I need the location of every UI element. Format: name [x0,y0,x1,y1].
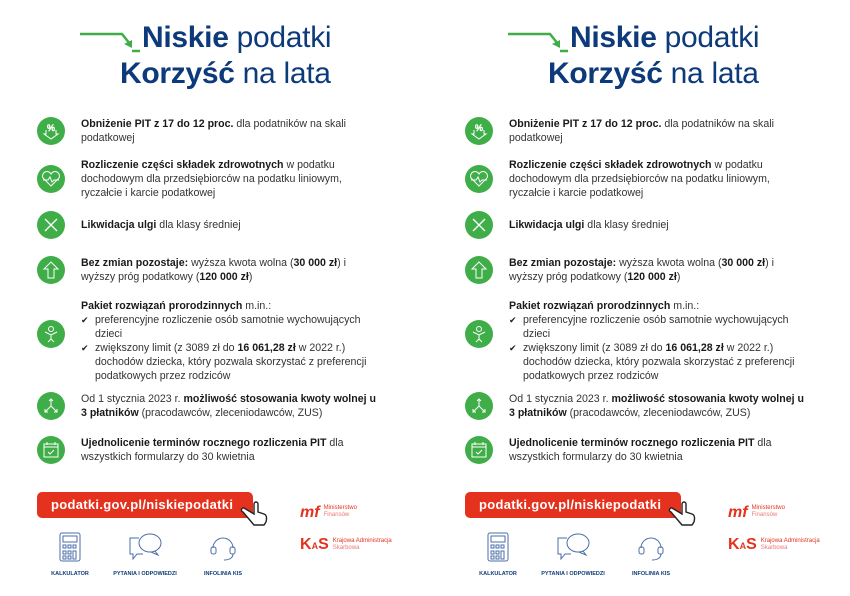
item-bold: Obniżenie PIT z 17 do 12 proc. [81,118,234,130]
headset-icon [636,532,666,562]
kas-logo [728,535,820,553]
item-text: m.in.: [242,300,272,312]
item-text: (pracodawców, zleceniodawców, ZUS) [566,407,751,419]
item-text: wyższa kwota wolna ( [616,257,722,269]
logo-text: Ministerstwo [751,505,785,511]
svg-text:%: % [475,123,484,133]
svg-text:%: % [47,123,56,133]
item-text: Od 1 stycznia 2023 r. [509,393,612,405]
calendar-check-icon [37,436,65,464]
item-text: dla podatników na skali podatkowej [509,118,774,144]
mf-logo-mark: mf [728,503,748,521]
calculator-label: KALKULATOR [51,571,89,577]
kas-logo [300,535,392,553]
item-text: w podatku dochodowym dla przedsiębiorców na podatku liniowym, ryczałcie i karcie podatkowej [509,159,770,199]
item-bold: 120 000 zł [199,271,249,283]
item-bold: 30 000 zł [293,257,338,269]
item-bold: 120 000 zł [627,271,677,283]
title-light-2: na lata [242,57,331,90]
item-text: ) [248,271,253,283]
item-text: wyższa kwota wolna ( [188,257,294,269]
family-icon [465,320,493,348]
item-text: (pracodawców, zleceniodawców, ZUS) [138,407,323,419]
item-text: m.in.: [670,300,700,312]
arrow-up-icon [465,256,493,284]
item-bold: możliwość stosowania kwoty wolnej u 3 płatników [81,393,376,419]
item-text: zwiększony limit (z 3089 zł do [523,342,666,354]
ministry-of-finance-logo [728,505,785,519]
faq-link[interactable] [100,532,190,577]
item-text: zwiększony limit (z 3089 zł do [95,342,238,354]
item-text: w 2022 r.) dochodów dziecka, który pozwala skorzystać z preferencji podatkowych przez rodziców [523,342,795,382]
heart-pulse-icon [37,165,65,193]
heart-pulse-icon [465,165,493,193]
poster-left [0,0,400,596]
website-link-button[interactable]: podatki.gov.pl/niskiepodatki [37,492,253,518]
hotline-link[interactable] [606,532,696,577]
title-light-2: na lata [670,57,759,90]
logo-text: Skarbowa [332,545,360,551]
item-text: ) i wyższy próg podatkowy ( [509,257,774,283]
cross-icon [465,211,493,239]
item-bold: Bez zmian pozostaje: [509,257,617,269]
faq-link[interactable] [528,532,618,577]
item-bold: Pakiet rozwiązań prorodzinnych [509,300,671,312]
title-light-1: podatki [236,21,332,54]
calculator-label: KALKULATOR [479,571,517,577]
item-bold: 16 061,28 zł [237,342,296,354]
item-text: dla klasy średniej [584,219,669,231]
arrows-spread-icon [37,392,65,420]
percent-down-icon [37,117,65,145]
ministry-of-finance-logo [300,505,357,519]
item-bold: Rozliczenie części składek zdrowotnych [509,159,712,171]
item-bold: Ujednolicenie terminów rocznego rozliczenia PIT [509,437,755,449]
item-bold: 30 000 zł [721,257,766,269]
item-text: dla klasy średniej [156,219,241,231]
arrows-spread-icon [465,392,493,420]
mf-logo-mark: mf [300,503,320,521]
hotline-label: INFOLINIA KIS [632,571,670,577]
item-text: dla wszystkich formularzy do 30 kwietnia [81,437,344,463]
item-bold: Likwidacja ulgi [81,219,157,231]
item-text: dla wszystkich formularzy do 30 kwietnia [509,437,772,463]
family-icon [37,320,65,348]
item-text: ) [676,271,681,283]
hotline-label: INFOLINIA KIS [204,571,242,577]
item-bold: Likwidacja ulgi [509,219,585,231]
item-text: ) i wyższy próg podatkowy ( [81,257,346,283]
title-bold-1: Niskie [142,21,229,54]
kas-logo-mark: KAS [300,535,329,553]
item-bold: 16 061,28 zł [665,342,724,354]
title-bold-2: Korzyść [548,57,663,90]
percent-down-icon [465,117,493,145]
item-text: w 2022 r.) dochodów dziecka, który pozwala skorzystać z preferencji podatkowych przez rodziców [95,342,367,382]
bullet-item [509,341,809,383]
headset-icon [208,532,238,562]
hotline-link[interactable] [178,532,268,577]
pointer-hand-icon [240,500,270,526]
logo-text: Finansów [323,512,350,518]
calculator-icon [59,532,81,562]
pointer-hand-icon [668,500,698,526]
calculator-icon [487,532,509,562]
item-text: Od 1 stycznia 2023 r. [81,393,184,405]
logo-text: Finansów [751,512,778,518]
logo-text: Krajowa Administracja [760,538,820,544]
item-bold: Bez zmian pozostaje: [81,257,189,269]
faq-label: PYTANIA I ODPOWIEDZI [541,571,605,577]
title-bold-2: Korzyść [120,57,235,90]
bullet-item: ✔ preferencyjne rozliczenie osób samotnie wychowujących dzieci [81,313,381,341]
chat-bubbles-icon [555,532,591,562]
website-link-button[interactable]: podatki.gov.pl/niskiepodatki [465,492,681,518]
item-bold: Rozliczenie części składek zdrowotnych [81,159,284,171]
cross-icon [37,211,65,239]
logo-text: Krajowa Administracja [332,538,392,544]
item-bold: Ujednolicenie terminów rocznego rozliczenia PIT [81,437,327,449]
poster-right [428,0,828,596]
bullet-item [81,341,381,383]
chat-bubbles-icon [127,532,163,562]
item-bold: możliwość stosowania kwoty wolnej u 3 płatników [509,393,804,419]
logo-text: Ministerstwo [323,505,357,511]
logo-text: Skarbowa [760,545,788,551]
item-bold: Obniżenie PIT z 17 do 12 proc. [509,118,662,130]
item-bold: Pakiet rozwiązań prorodzinnych [81,300,243,312]
faq-label: PYTANIA I ODPOWIEDZI [113,571,177,577]
item-text: w podatku dochodowym dla przedsiębiorców na podatku liniowym, ryczałcie i karcie podatkowej [81,159,342,199]
item-text: dla podatników na skali podatkowej [81,118,346,144]
calendar-check-icon [465,436,493,464]
arrow-up-icon [37,256,65,284]
bullet-item: ✔ preferencyjne rozliczenie osób samotnie wychowujących dzieci [509,313,809,341]
title-bold-1: Niskie [570,21,657,54]
title-light-1: podatki [664,21,760,54]
kas-logo-mark: KAS [728,535,757,553]
